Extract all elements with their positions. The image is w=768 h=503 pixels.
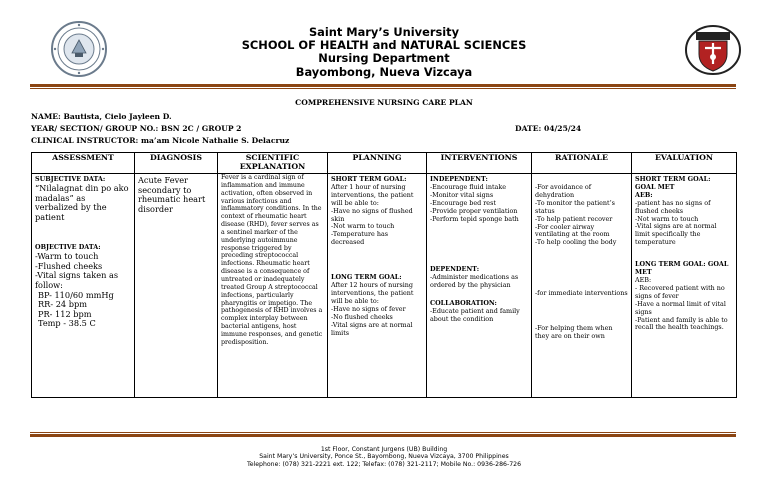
footer-address bbox=[0, 446, 768, 468]
objective-label: OBJECTIVE DATA: bbox=[35, 243, 101, 252]
list-item: -Encourage fluid intake bbox=[430, 182, 506, 191]
dependent-label: DEPENDENT: bbox=[430, 265, 480, 274]
list-item: -patient has no signs of flushed cheeks bbox=[635, 198, 711, 215]
department-name: Nursing Department bbox=[318, 51, 450, 66]
long-term-evaluation-label: LONG TERM GOAL: GOAL MET bbox=[635, 260, 729, 277]
list-item: -For cooler airway ventilating at the room bbox=[535, 222, 610, 239]
list-item: -For avoidance of dehydration bbox=[535, 183, 592, 199]
school-name: SCHOOL OF HEALTH and NATURAL SCIENCES bbox=[241, 38, 527, 53]
table-header-row bbox=[32, 153, 737, 174]
col-header-rationale: RATIONALE bbox=[532, 153, 632, 174]
interventions-cell bbox=[427, 174, 532, 398]
short-term-evaluation-label: SHORT TERM GOAL: GOAL MET bbox=[635, 175, 711, 191]
list-item: -Patient and family is able to recall the health teachings. bbox=[635, 315, 728, 332]
list-item: -To monitor the patient’s status bbox=[535, 198, 615, 215]
list-item: -Perform tepid sponge bath bbox=[430, 214, 519, 223]
col-header-interventions: INTERVENTIONS bbox=[427, 153, 532, 174]
student-name: NAME: Bautista, Cielo Jayleen D. bbox=[31, 112, 172, 121]
col-header-evaluation: EVALUATION bbox=[632, 153, 737, 174]
list-item: -Have no signs of flushed skin bbox=[331, 206, 413, 223]
list-item: -for immediate interventions bbox=[535, 289, 628, 298]
rationale-cell bbox=[532, 174, 632, 398]
list-item: -Not warm to touch bbox=[331, 222, 395, 231]
evaluation-cell bbox=[632, 174, 737, 398]
list-item: -Vital signs are at normal limit specifically the temperature bbox=[635, 222, 717, 247]
letterhead bbox=[0, 26, 768, 79]
list-item: -Administer medications as ordered by the physician bbox=[430, 273, 519, 290]
diagnosis-text: Acute Fever secondary to rheumatic heart disorder bbox=[138, 175, 206, 214]
footer-line-1: 1st Floor, Constant Jurgens (UB) Building bbox=[320, 446, 448, 453]
vital-pr: PR- 112 bpm bbox=[38, 308, 92, 319]
list-item: -Monitor vital signs bbox=[430, 190, 494, 199]
list-item: -Educate patient and family about the condition bbox=[430, 307, 520, 323]
short-term-goal-intro: After 1 hour of nursing interventions, the patient will be able to: bbox=[331, 182, 414, 207]
objective-item: -Vital signs taken as follow: bbox=[35, 270, 119, 290]
independent-label: INDEPENDENT: bbox=[430, 175, 488, 183]
document-title: COMPREHENSIVE NURSING CARE PLAN bbox=[295, 98, 473, 107]
list-item: -No flushed cheeks bbox=[331, 312, 393, 321]
assessment-cell bbox=[32, 174, 135, 398]
document-date: DATE: 04/25/24 bbox=[515, 124, 582, 133]
col-header-assessment: ASSESSMENT bbox=[32, 153, 135, 174]
list-item: -Vital signs are at normal limits bbox=[331, 320, 413, 337]
objective-item: -Flushed cheeks bbox=[35, 260, 103, 271]
col-header-scientific-explanation: SCIENTIFIC EXPLANATION bbox=[218, 153, 328, 174]
planning-cell bbox=[328, 174, 427, 398]
list-item: -To help cooling the body bbox=[535, 238, 617, 247]
footer-divider bbox=[30, 432, 736, 437]
col-header-planning: PLANNING bbox=[328, 153, 427, 174]
footer-line-2: Saint Mary’s University, Ponce St., Bayombong, Nueva Vizcaya, 3700 Philippines bbox=[259, 453, 509, 461]
scientific-explanation-cell bbox=[218, 174, 328, 398]
table-row bbox=[32, 174, 737, 398]
list-item: -Not warm to touch bbox=[635, 214, 699, 223]
list-item: -To help patient recover bbox=[535, 214, 613, 223]
long-term-goal-intro: After 12 hours of nursing interventions, the patient will be able to: bbox=[331, 281, 414, 305]
list-item: -For helping them when they are on their own bbox=[535, 324, 613, 341]
clinical-instructor: CLINICAL INSTRUCTOR: ma’am Nicole Nathalie S. Delacruz bbox=[31, 136, 290, 145]
col-header-diagnosis: DIAGNOSIS bbox=[135, 153, 218, 174]
list-item: -Temperature has decreased bbox=[331, 230, 389, 247]
vital-rr: RR- 24 bpm bbox=[38, 299, 87, 310]
subjective-text: “Nilalagnat din po ako madalas” as verbalized by the patient bbox=[35, 182, 129, 222]
care-plan-table bbox=[31, 152, 737, 398]
list-item: -Have no signs of fever bbox=[331, 304, 406, 313]
short-term-goal-label: SHORT TERM GOAL: bbox=[331, 175, 407, 183]
subjective-label: SUBJECTIVE DATA: bbox=[35, 175, 106, 183]
year-section-group: YEAR/ SECTION/ GROUP NO.: BSN 2C / GROUP 2 bbox=[31, 124, 242, 133]
header-divider bbox=[30, 84, 736, 89]
vital-temp: Temp - 38.5 C bbox=[38, 318, 96, 329]
footer-line-3: Telephone: (078) 321-2221 ext. 122; Telefax: (078) 321-2117; Mobile No.: 0936-286-726 bbox=[246, 460, 522, 468]
list-item: -Provide proper ventilation bbox=[430, 206, 518, 215]
university-name: Saint Mary’s University bbox=[308, 25, 460, 39]
objective-item: -Warm to touch bbox=[35, 251, 99, 262]
location: Bayombong, Nueva Vizcaya bbox=[295, 64, 473, 79]
long-term-aeb: AEB: bbox=[635, 275, 652, 284]
vital-bp: BP- 110/60 mmHg bbox=[38, 289, 114, 300]
diagnosis-cell bbox=[135, 174, 218, 398]
collaboration-label: COLLABORATION: bbox=[430, 299, 497, 308]
list-item: - Recovered patient with no signs of fever bbox=[635, 283, 725, 300]
list-item: -Have a normal limit of vital signs bbox=[635, 299, 726, 316]
list-item: -Encourage bed rest bbox=[430, 198, 496, 207]
long-term-goal-label: LONG TERM GOAL: bbox=[331, 273, 402, 282]
short-term-aeb: AEB: bbox=[635, 190, 653, 199]
scientific-explanation-text: Fever is a cardinal sign of inflammation and immune activation, often observed in various infectious and inflammatory conditions. In the context of rheumatic heart disease (RHD), fever serves as a sentinel marker of the underlying autoimmune response triggered by preceding streptococcal infections. Rheumatic heart disease is a consequence of untreated or inadequately treated Group A streptococcal infections, particularly pharyngitis or impetigo. The pathogenesis of RHD involves a complex interplay between bacterial antigens, host immune responses, and genetic predisposition. bbox=[221, 174, 323, 346]
